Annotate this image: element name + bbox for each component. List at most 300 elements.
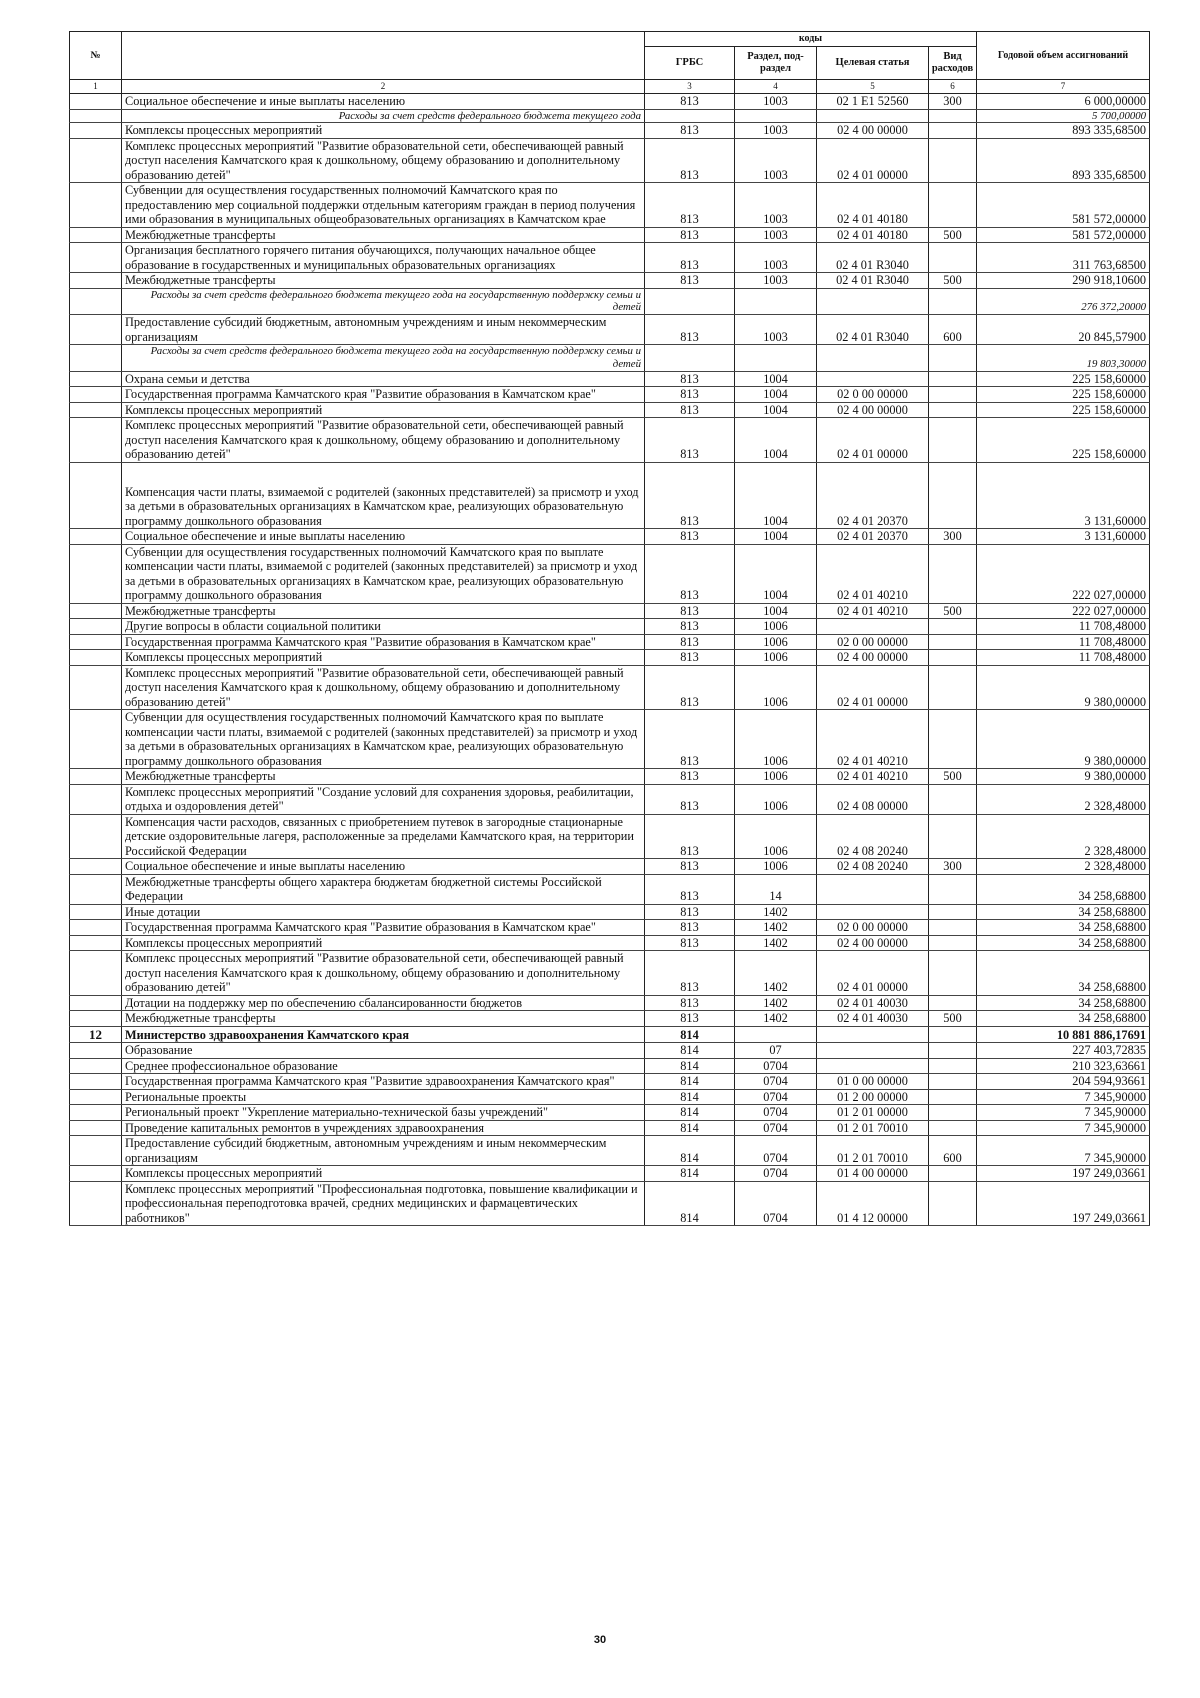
section-code: 1004 (735, 603, 817, 619)
expense-type-code (929, 1043, 977, 1059)
table-row (70, 1166, 1150, 1182)
target-article-code: 01 4 12 00000 (817, 1181, 929, 1226)
table-row (70, 138, 1150, 183)
item-name: Региональный проект "Укрепление материально-технической базы учреждений" (122, 1105, 645, 1121)
section-code: 1006 (735, 710, 817, 769)
item-name: Предоставление субсидий бюджетным, автономным учреждениям и иным некоммерческим организациям (122, 1136, 645, 1166)
row-number (70, 634, 122, 650)
expense-type-code: 300 (929, 529, 977, 545)
section-code: 1006 (735, 619, 817, 635)
grbs-code: 814 (645, 1058, 735, 1074)
expense-type-code: 500 (929, 769, 977, 785)
grbs-code: 813 (645, 784, 735, 814)
allocation-amount: 225 158,60000 (977, 371, 1150, 387)
target-article-code: 02 4 01 00000 (817, 665, 929, 710)
allocation-amount: 34 258,68800 (977, 1011, 1150, 1027)
section-code: 1402 (735, 935, 817, 951)
expense-type-code (929, 418, 977, 463)
target-article-code: 02 4 00 00000 (817, 402, 929, 418)
row-number (70, 710, 122, 769)
item-name: Социальное обеспечение и иные выплаты населению (122, 529, 645, 545)
grbs-code: 814 (645, 1043, 735, 1059)
item-name: Комплексы процессных мероприятий (122, 123, 645, 139)
section-code: 1006 (735, 814, 817, 859)
section-code: 1402 (735, 995, 817, 1011)
target-article-code: 01 2 01 70010 (817, 1136, 929, 1166)
table-row (70, 462, 1150, 529)
table-row (70, 619, 1150, 635)
row-number (70, 183, 122, 228)
item-name: Государственная программа Камчатского края "Развитие образования в Камчатском крае" (122, 920, 645, 936)
row-number (70, 387, 122, 403)
expense-type-code (929, 920, 977, 936)
allocation-amount: 11 708,48000 (977, 634, 1150, 650)
grbs-code: 813 (645, 371, 735, 387)
item-name: Субвенции для осуществления государственных полномочий Камчатского края по предоставлению мер социальной поддержки отдельным категориям граждан в период получения ими образования в муниципальных общеобразовательных организациях в Камчатском крае (122, 183, 645, 228)
row-number (70, 462, 122, 529)
table-row (70, 859, 1150, 875)
grbs-code (645, 345, 735, 371)
grbs-code: 813 (645, 315, 735, 345)
target-article-code (817, 371, 929, 387)
item-name: Другие вопросы в области социальной политики (122, 619, 645, 635)
expense-type-code (929, 995, 977, 1011)
section-code: 1006 (735, 650, 817, 666)
allocation-amount: 9 380,00000 (977, 665, 1150, 710)
grbs-code: 813 (645, 619, 735, 635)
section-code: 0704 (735, 1181, 817, 1226)
section-code: 1003 (735, 94, 817, 110)
target-article-code: 02 4 01 00000 (817, 418, 929, 463)
item-name: Межбюджетные трансферты (122, 227, 645, 243)
table-row (70, 123, 1150, 139)
target-article-code: 02 0 00 00000 (817, 387, 929, 403)
expense-type-code (929, 243, 977, 273)
item-name: Образование (122, 1043, 645, 1059)
item-name: Межбюджетные трансферты (122, 769, 645, 785)
expense-type-code: 300 (929, 859, 977, 875)
row-number (70, 904, 122, 920)
target-article-code (817, 1058, 929, 1074)
row-number (70, 371, 122, 387)
item-name: Социальное обеспечение и иные выплаты населению (122, 94, 645, 110)
section-code: 1004 (735, 418, 817, 463)
item-name: Комплекс процессных мероприятий "Профессиональная подготовка, повышение квалификации и профессиональная переподготовка врачей, средних медицинских и фармацевтических работников" (122, 1181, 645, 1226)
expense-type-code (929, 665, 977, 710)
allocation-amount: 197 249,03661 (977, 1181, 1150, 1226)
item-name: Субвенции для осуществления государственных полномочий Камчатского края по выплате компенсации части платы, взимаемой с родителей (законных представителей) за присмотр и уход за детьми в образовательных организациях в Камчатском крае, реализующих образовательную программу дошкольного образования (122, 710, 645, 769)
item-name: Региональные проекты (122, 1089, 645, 1105)
target-article-code: 02 4 01 00000 (817, 951, 929, 996)
grbs-code: 813 (645, 859, 735, 875)
target-article-code (817, 874, 929, 904)
allocation-amount: 34 258,68800 (977, 904, 1150, 920)
section-code: 1003 (735, 273, 817, 289)
row-number (70, 784, 122, 814)
allocation-amount: 10 881 886,17691 (977, 1026, 1150, 1042)
header-codes: коды (645, 32, 977, 47)
target-article-code: 02 4 01 R3040 (817, 315, 929, 345)
expense-type-code (929, 710, 977, 769)
target-article-code: 02 4 00 00000 (817, 935, 929, 951)
header-section: Раздел, под-раздел (735, 47, 817, 80)
grbs-code: 813 (645, 634, 735, 650)
row-number (70, 1043, 122, 1059)
expense-type-code (929, 1120, 977, 1136)
item-name: Расходы за счет средств федерального бюджета текущего года (122, 109, 645, 123)
item-name: Комплексы процессных мероприятий (122, 1166, 645, 1182)
target-article-code: 02 4 01 40210 (817, 603, 929, 619)
grbs-code: 813 (645, 995, 735, 1011)
allocation-amount: 225 158,60000 (977, 418, 1150, 463)
table-row (70, 1136, 1150, 1166)
table-row (70, 1011, 1150, 1027)
grbs-code: 814 (645, 1166, 735, 1182)
table-row (70, 603, 1150, 619)
allocation-amount: 204 594,93661 (977, 1074, 1150, 1090)
expense-type-code (929, 345, 977, 371)
grbs-code: 813 (645, 904, 735, 920)
item-name: Министерство здравоохранения Камчатского края (122, 1026, 645, 1042)
expense-type-code (929, 371, 977, 387)
expense-type-code: 300 (929, 94, 977, 110)
allocation-amount: 276 372,20000 (977, 288, 1150, 314)
table-row (70, 1181, 1150, 1226)
note-row (70, 345, 1150, 371)
grbs-code: 814 (645, 1074, 735, 1090)
row-number (70, 1089, 122, 1105)
grbs-code: 814 (645, 1089, 735, 1105)
item-name: Расходы за счет средств федерального бюджета текущего года на государственную поддержку семьи и детей (122, 345, 645, 371)
row-number (70, 1058, 122, 1074)
target-article-code: 02 4 01 R3040 (817, 243, 929, 273)
target-article-code: 02 4 01 40210 (817, 710, 929, 769)
target-article-code: 02 4 08 00000 (817, 784, 929, 814)
table-row (70, 634, 1150, 650)
table-row (70, 418, 1150, 463)
section-code (735, 109, 817, 123)
row-number (70, 288, 122, 314)
row-number (70, 1181, 122, 1226)
grbs-code: 813 (645, 138, 735, 183)
row-number (70, 94, 122, 110)
allocation-amount: 210 323,63661 (977, 1058, 1150, 1074)
expense-type-code (929, 904, 977, 920)
grbs-code: 813 (645, 920, 735, 936)
header-index: 6 (929, 80, 977, 94)
table-row (70, 227, 1150, 243)
allocation-amount: 5 700,00000 (977, 109, 1150, 123)
allocation-amount: 20 845,57900 (977, 315, 1150, 345)
header-grbs: ГРБС (645, 47, 735, 80)
allocation-amount: 34 258,68800 (977, 951, 1150, 996)
item-name: Комплексы процессных мероприятий (122, 650, 645, 666)
target-article-code (817, 109, 929, 123)
allocation-amount: 581 572,00000 (977, 183, 1150, 228)
item-name: Комплекс процессных мероприятий "Развитие образовательной сети, обеспечивающей равный доступ населения Камчатского края к дошкольному, общему образованию и дополнительному образованию детей" (122, 951, 645, 996)
row-number (70, 109, 122, 123)
expense-type-code (929, 402, 977, 418)
allocation-amount: 34 258,68800 (977, 995, 1150, 1011)
table-row (70, 315, 1150, 345)
grbs-code: 813 (645, 94, 735, 110)
section-code: 0704 (735, 1166, 817, 1182)
expense-type-code: 600 (929, 315, 977, 345)
expense-type-code (929, 1074, 977, 1090)
section-code (735, 288, 817, 314)
table-row (70, 183, 1150, 228)
target-article-code: 02 1 Е1 52560 (817, 94, 929, 110)
grbs-code (645, 288, 735, 314)
expense-type-code (929, 138, 977, 183)
allocation-amount: 9 380,00000 (977, 769, 1150, 785)
section-code: 0704 (735, 1136, 817, 1166)
target-article-code: 02 4 01 00000 (817, 138, 929, 183)
target-article-code: 01 2 01 70010 (817, 1120, 929, 1136)
target-article-code: 01 4 00 00000 (817, 1166, 929, 1182)
header-index: 4 (735, 80, 817, 94)
allocation-amount: 2 328,48000 (977, 814, 1150, 859)
table-row (70, 650, 1150, 666)
grbs-code: 814 (645, 1026, 735, 1042)
row-number (70, 345, 122, 371)
grbs-code: 813 (645, 874, 735, 904)
target-article-code (817, 1043, 929, 1059)
row-number (70, 619, 122, 635)
expense-type-code: 600 (929, 1136, 977, 1166)
table-body (70, 94, 1150, 1226)
expense-type-code: 500 (929, 227, 977, 243)
expense-type-code (929, 1089, 977, 1105)
allocation-amount: 34 258,68800 (977, 935, 1150, 951)
table-row (70, 951, 1150, 996)
target-article-code: 02 4 00 00000 (817, 650, 929, 666)
expense-type-code (929, 462, 977, 529)
target-article-code: 02 4 00 00000 (817, 123, 929, 139)
section-code: 1004 (735, 529, 817, 545)
grbs-code: 813 (645, 402, 735, 418)
table-row (70, 529, 1150, 545)
table-row (70, 769, 1150, 785)
expense-type-code: 500 (929, 1011, 977, 1027)
header-index: 7 (977, 80, 1150, 94)
target-article-code (817, 904, 929, 920)
row-number (70, 315, 122, 345)
section-code: 1006 (735, 769, 817, 785)
item-name: Компенсация части расходов, связанных с приобретением путевок в загородные стационарные детские оздоровительные лагеря, расположенные за пределами Камчатского края, на территории Российской Федерации (122, 814, 645, 859)
grbs-code: 814 (645, 1120, 735, 1136)
allocation-amount: 19 803,30000 (977, 345, 1150, 371)
row-number (70, 1166, 122, 1182)
target-article-code: 02 4 01 20370 (817, 529, 929, 545)
table-row (70, 1105, 1150, 1121)
expense-type-code (929, 874, 977, 904)
item-name: Среднее профессиональное образование (122, 1058, 645, 1074)
allocation-amount: 225 158,60000 (977, 402, 1150, 418)
grbs-code: 813 (645, 603, 735, 619)
allocation-amount: 225 158,60000 (977, 387, 1150, 403)
expense-type-code (929, 650, 977, 666)
item-name: Компенсация части платы, взимаемой с родителей (законных представителей) за присмотр и уход за детьми в образовательных организациях в Камчатском крае, реализующих образовательную программу дошкольного образования (122, 462, 645, 529)
section-code: 07 (735, 1043, 817, 1059)
item-name: Межбюджетные трансферты (122, 273, 645, 289)
target-article-code: 02 4 01 40210 (817, 769, 929, 785)
allocation-amount: 222 027,00000 (977, 603, 1150, 619)
expense-type-code (929, 935, 977, 951)
table-row (70, 1026, 1150, 1042)
expense-type-code (929, 1105, 977, 1121)
header-index: 5 (817, 80, 929, 94)
expense-type-code (929, 123, 977, 139)
item-name: Государственная программа Камчатского края "Развитие образования в Камчатском крае" (122, 387, 645, 403)
allocation-amount: 581 572,00000 (977, 227, 1150, 243)
allocation-amount: 893 335,68500 (977, 138, 1150, 183)
table-row (70, 710, 1150, 769)
grbs-code: 813 (645, 529, 735, 545)
section-code: 1004 (735, 462, 817, 529)
table-row (70, 1089, 1150, 1105)
row-number (70, 814, 122, 859)
row-number (70, 1105, 122, 1121)
grbs-code: 813 (645, 951, 735, 996)
table-row (70, 935, 1150, 951)
grbs-code: 814 (645, 1105, 735, 1121)
budget-table (69, 31, 1150, 1226)
table-row (70, 273, 1150, 289)
section-code: 0704 (735, 1105, 817, 1121)
expense-type-code (929, 619, 977, 635)
target-article-code: 01 2 01 00000 (817, 1105, 929, 1121)
allocation-amount: 227 403,72835 (977, 1043, 1150, 1059)
section-code: 1006 (735, 859, 817, 875)
row-number (70, 1136, 122, 1166)
item-name: Расходы за счет средств федерального бюджета текущего года на государственную поддержку семьи и детей (122, 288, 645, 314)
grbs-code: 813 (645, 273, 735, 289)
section-code: 1003 (735, 315, 817, 345)
table-row (70, 387, 1150, 403)
expense-type-code (929, 544, 977, 603)
row-number (70, 544, 122, 603)
row-number (70, 874, 122, 904)
allocation-amount: 2 328,48000 (977, 859, 1150, 875)
allocation-amount: 34 258,68800 (977, 920, 1150, 936)
allocation-amount: 893 335,68500 (977, 123, 1150, 139)
item-name: Комплекс процессных мероприятий "Развитие образовательной сети, обеспечивающей равный доступ населения Камчатского края к дошкольному, общему образованию и дополнительному образованию детей" (122, 665, 645, 710)
expense-type-code (929, 951, 977, 996)
row-number (70, 859, 122, 875)
target-article-code: 01 0 00 00000 (817, 1074, 929, 1090)
table-row (70, 995, 1150, 1011)
target-article-code: 02 4 01 40030 (817, 1011, 929, 1027)
allocation-amount: 7 345,90000 (977, 1136, 1150, 1166)
section-code: 0704 (735, 1089, 817, 1105)
expense-type-code (929, 1181, 977, 1226)
section-code: 0704 (735, 1120, 817, 1136)
row-number (70, 243, 122, 273)
expense-type-code (929, 784, 977, 814)
item-name: Субвенции для осуществления государственных полномочий Камчатского края по выплате компенсации части платы, взимаемой с родителей (законных представителей) за присмотр и уход за детьми в образовательных организациях в Камчатском крае, реализующих образовательную программу дошкольного образования (122, 544, 645, 603)
item-name: Охрана семьи и детства (122, 371, 645, 387)
section-code: 1003 (735, 123, 817, 139)
table-row (70, 402, 1150, 418)
expense-type-code (929, 183, 977, 228)
allocation-amount: 3 131,60000 (977, 529, 1150, 545)
allocation-amount: 311 763,68500 (977, 243, 1150, 273)
table-row (70, 94, 1150, 110)
table-row (70, 1074, 1150, 1090)
allocation-amount: 11 708,48000 (977, 650, 1150, 666)
target-article-code (817, 288, 929, 314)
allocation-amount: 6 000,00000 (977, 94, 1150, 110)
grbs-code: 813 (645, 769, 735, 785)
budget-sheet (69, 31, 1149, 1226)
target-article-code: 02 0 00 00000 (817, 920, 929, 936)
grbs-code: 814 (645, 1136, 735, 1166)
section-code: 1006 (735, 665, 817, 710)
row-number (70, 418, 122, 463)
target-article-code: 02 4 01 40180 (817, 183, 929, 228)
expense-type-code (929, 109, 977, 123)
table-row (70, 874, 1150, 904)
grbs-code: 813 (645, 935, 735, 951)
grbs-code: 813 (645, 243, 735, 273)
item-name: Дотации на поддержку мер по обеспечению сбалансированности бюджетов (122, 995, 645, 1011)
target-article-code (817, 1026, 929, 1042)
item-name: Проведение капитальных ремонтов в учреждениях здравоохранения (122, 1120, 645, 1136)
section-code: 1006 (735, 784, 817, 814)
note-row (70, 288, 1150, 314)
row-number (70, 665, 122, 710)
item-name: Комплекс процессных мероприятий "Развитие образовательной сети, обеспечивающей равный доступ населения Камчатского края к дошкольному, общему образованию и дополнительному образованию детей" (122, 138, 645, 183)
item-name: Государственная программа Камчатского края "Развитие образования в Камчатском крае" (122, 634, 645, 650)
row-number (70, 1120, 122, 1136)
grbs-code: 813 (645, 710, 735, 769)
grbs-code: 813 (645, 665, 735, 710)
grbs-code (645, 109, 735, 123)
expense-type-code (929, 814, 977, 859)
table-row (70, 665, 1150, 710)
section-code: 1004 (735, 544, 817, 603)
row-number (70, 227, 122, 243)
target-article-code (817, 619, 929, 635)
row-number (70, 650, 122, 666)
target-article-code: 02 4 01 40210 (817, 544, 929, 603)
section-code: 1004 (735, 371, 817, 387)
grbs-code: 813 (645, 1011, 735, 1027)
grbs-code: 813 (645, 123, 735, 139)
target-article-code: 02 4 01 40180 (817, 227, 929, 243)
section-code: 1003 (735, 243, 817, 273)
table-row (70, 1043, 1150, 1059)
expense-type-code (929, 1058, 977, 1074)
grbs-code: 813 (645, 650, 735, 666)
header-index: 2 (122, 80, 645, 94)
expense-type-code (929, 634, 977, 650)
header-amount: Годовой объем ассигнований (977, 32, 1150, 80)
note-row (70, 109, 1150, 123)
allocation-amount: 34 258,68800 (977, 874, 1150, 904)
section-code: 1004 (735, 387, 817, 403)
table-row (70, 920, 1150, 936)
allocation-amount: 3 131,60000 (977, 462, 1150, 529)
section-code: 1003 (735, 227, 817, 243)
item-name: Организация бесплатного горячего питания обучающихся, получающих начальное общее образование в государственных и муниципальных образовательных организациях (122, 243, 645, 273)
section-code: 1006 (735, 634, 817, 650)
section-code: 1402 (735, 951, 817, 996)
grbs-code: 813 (645, 814, 735, 859)
table-row (70, 243, 1150, 273)
allocation-amount: 11 708,48000 (977, 619, 1150, 635)
